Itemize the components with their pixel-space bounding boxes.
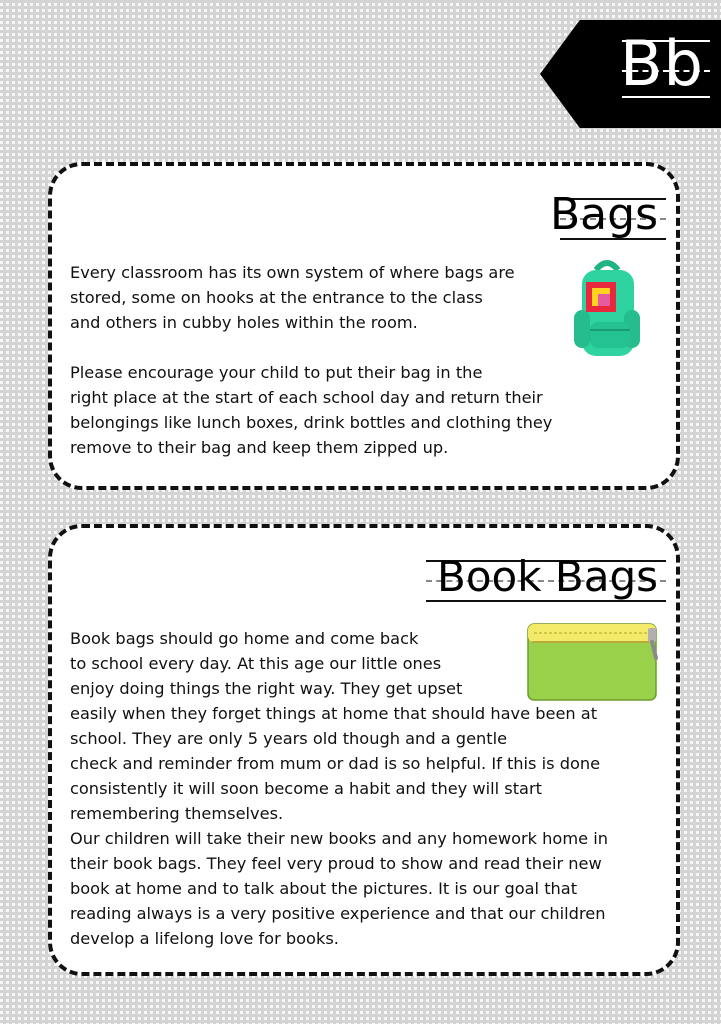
book-bags-paragraph-2: Our children will take their new books and any homework home in their book bags. They feel very proud to show and read their new book at home and to talk about the pictures. It is our goal that reading always is a very positive experience and that our children develop a lifelong love for books.: [70, 829, 608, 948]
bags-card: [48, 162, 680, 490]
bags-paragraph-1: Every classroom has its own system of where bags are stored, some on hooks at the entrance to the class and others in cubby holes within the room.: [70, 263, 515, 332]
book-bags-heading: Book Bags: [437, 552, 658, 601]
tab-letter: Bb: [620, 27, 704, 100]
book-bags-paragraph-1: Book bags should go home and come back to school every day. At this age our little ones enjoy doing things the right way. They get upset easily when they forget things at home that should have been at school. They are only 5 years old though and a gentle check and reminder from mum or dad is so helpful. If this is done consistently it will soon become a habit and they will start remembering themselves.: [70, 629, 601, 823]
bags-paragraph-2: Please encourage your child to put their bag in the right place at the start of each school day and return their belongings like lunch boxes, drink bottles and clothing they remove to their bag and keep them zipped up.: [70, 363, 553, 457]
book-bags-card: [48, 524, 680, 976]
backpack-icon: [572, 258, 642, 366]
pencil-case-icon: [524, 620, 664, 702]
bags-body: [70, 260, 552, 460]
bags-heading: Bags: [549, 189, 658, 240]
